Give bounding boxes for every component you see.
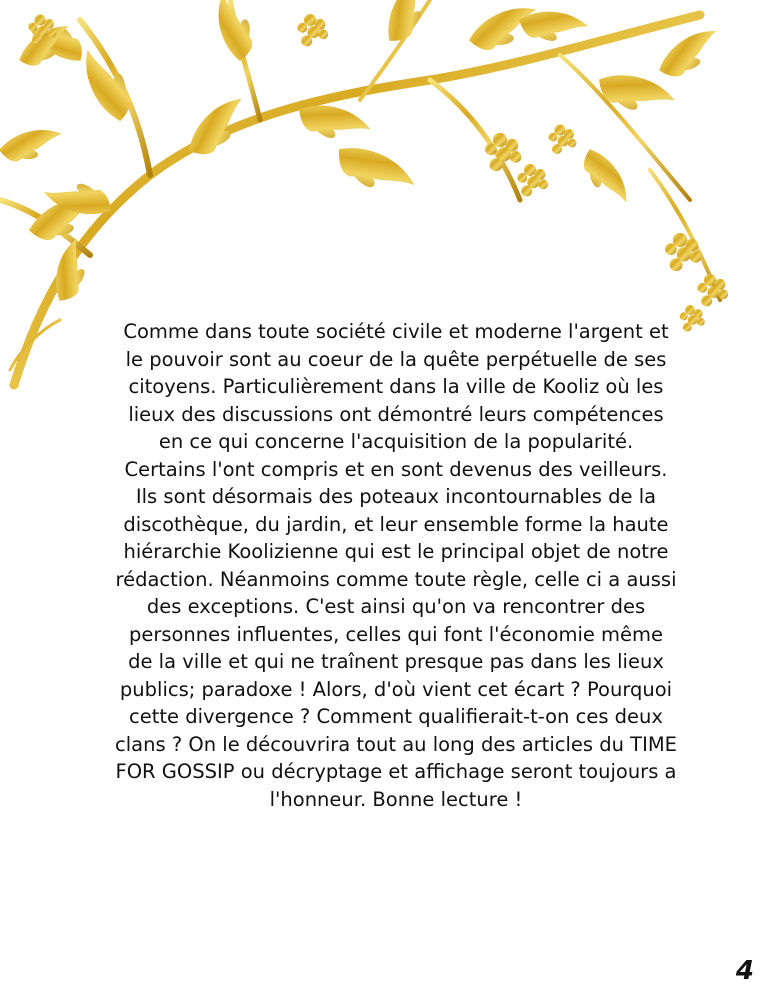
paragraph-line: le pouvoir sont au coeur de la quête perpétuelle de ses: [125, 347, 667, 371]
intro-paragraph: [80, 318, 712, 813]
paragraph-line: rédaction. Néanmoins comme toute règle, celle ci a aussi: [115, 567, 677, 591]
paragraph-line: Certains l'ont compris et en sont devenus des veilleurs.: [124, 457, 668, 481]
paragraph-line: citoyens. Particulièrement dans la ville de Kooliz où les: [128, 375, 664, 398]
paragraph-line: cette divergence ? Comment qualifierait-t-on ces deux: [129, 705, 663, 728]
paragraph-line: clans ? On le découvrira tout au long des articles du TIME: [115, 732, 677, 756]
paragraph-line: FOR GOSSIP ou décryptage et affichage seront toujours a: [115, 760, 677, 783]
paragraph-line: Comme dans toute société civile et moderne l'argent et: [123, 320, 669, 343]
paragraph-line: discothèque, du jardin, et leur ensemble forme la haute: [123, 512, 669, 536]
paragraph-line: hiérarchie Koolizienne qui est le principal objet de notre: [123, 540, 669, 563]
paragraph-line: personnes influentes, celles qui font l'économie même: [128, 622, 664, 646]
paragraph-line: publics; paradoxe ! Alors, d'où vient cet écart ? Pourquoi: [119, 677, 673, 701]
paragraph-line: des exceptions. C'est ainsi qu'on va rencontrer des: [146, 595, 646, 618]
paragraph-line: lieux des discussions ont démontré leurs compétences: [128, 402, 664, 426]
paragraph-line: Ils sont désormais des poteaux incontournables de la: [135, 485, 657, 508]
paragraph-line: de la ville et qui ne traînent presque pas dans les lieux: [128, 650, 664, 673]
page-number: 4: [735, 956, 754, 986]
paragraph-line: l'honneur. Bonne lecture !: [269, 787, 523, 811]
paragraph-line: en ce qui concerne l'acquisition de la popularité.: [158, 430, 634, 453]
